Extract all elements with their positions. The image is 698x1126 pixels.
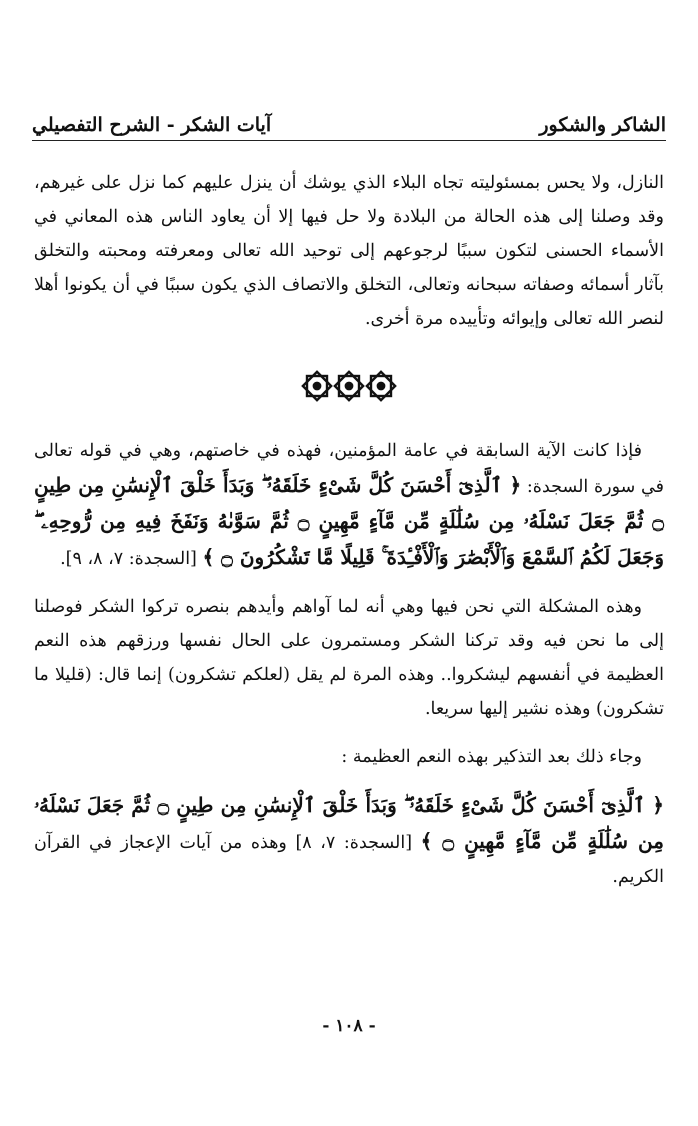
paragraph-4: وجاء ذلك بعد التذكير بهذه النعم العظيمة :	[341, 747, 642, 767]
page-number: - ١٠٨ -	[322, 1016, 376, 1036]
quran-verse-sajdah-7-9: ﴿ ٱلَّذِىٓ أَحْسَنَ كُلَّ شَىْءٍ خَلَقَهُۥ ۖ وَبَدَأَ خَلْقَ ٱلْإِنسَٰنِ مِن طِينٍ ۝ ثُمَّ جَعَلَ نَسْلَهُۥ مِن سُلَٰلَةٍ مِّن مَّآءٍ مَّهِينٍ ۝ ثُمَّ سَوَّىٰهُ وَنَفَخَ فِيهِ مِن رُّوحِهِۦ ۖ وَجَعَلَ لَكُمُ ٱلسَّمْعَ وَٱلْأَبْصَٰرَ وَٱلْأَفْـِٔدَةَ ۚ قَلِيلًا مَّا تَشْكُرُونَ ۝ ﴾	[34, 473, 665, 569]
paragraph-2-intro: فإذا كانت الآية السابقة في عامة المؤمنين، فهذه في خاصتهم، وهي في قوله تعالى في سورة السجدة:	[34, 441, 664, 497]
section-title: آيات الشكر - الشرح التفصيلي	[32, 114, 272, 136]
paragraph-3: وهذه المشكلة التي نحن فيها وهي أنه لما آواهم وأيدهم بنصره تركوا الشكر فوصلنا إلى ما نحن فيه وقد تركنا الشكر ومستمرون على الحال نفسها ورزقهم هذه النعم العظيمة في أنفسهم ليشكروا.. وهذه المرة لم يقل (لعلكم تشكرون) إنما قال: (قليلا ما تشكرون) وهذه نشير إليها سريعا.	[34, 597, 664, 719]
running-header	[32, 106, 666, 141]
book-title: الشاكر والشكور	[539, 114, 666, 136]
paragraph-5	[34, 788, 664, 894]
paragraph-1: النازل، ولا يحس بمسئوليته تجاه البلاء الذي يوشك أن ينزل عليهم كما نزل على غيرهم، وقد وصلنا إلى هذه الحالة من البلادة ولا حل فيها إلا أن يعاود الناس هذه المعاني في الأسماء الحسنى لتكون سببًا لرجوعهم إلى توحيد الله تعالى ومعرفته ومحبته والتخلق بآثار أسمائه وصفاته سبحانه وتعالى، التخلق والاتصاف الذي يكون سببًا في أن يكونوا أهلا لنصر الله تعالى وإيوائه وتأييده مرة أخرى.	[34, 173, 664, 329]
verse-reference: [السجدة: ٧، ٨، ٩].	[60, 549, 197, 569]
page-body	[34, 166, 664, 894]
paragraph-2	[34, 434, 664, 576]
quran-verse-sajdah-7-8: ﴿ ٱلَّذِىٓ أَحْسَنَ كُلَّ شَىْءٍ خَلَقَهُۥ ۖ وَبَدَأَ خَلْقَ ٱلْإِنسَٰنِ مِن طِينٍ ۝ ثُمَّ جَعَلَ نَسْلَهُۥ مِن سُلَٰلَةٍ مِّن مَّآءٍ مَّهِينٍ ۝ ﴾	[34, 793, 664, 853]
triple-star-ornament-icon	[34, 366, 664, 406]
verse-reference: [السجدة: ٧، ٨] وهذه من آيات الإعجاز في القرآن الكريم.	[34, 833, 664, 887]
